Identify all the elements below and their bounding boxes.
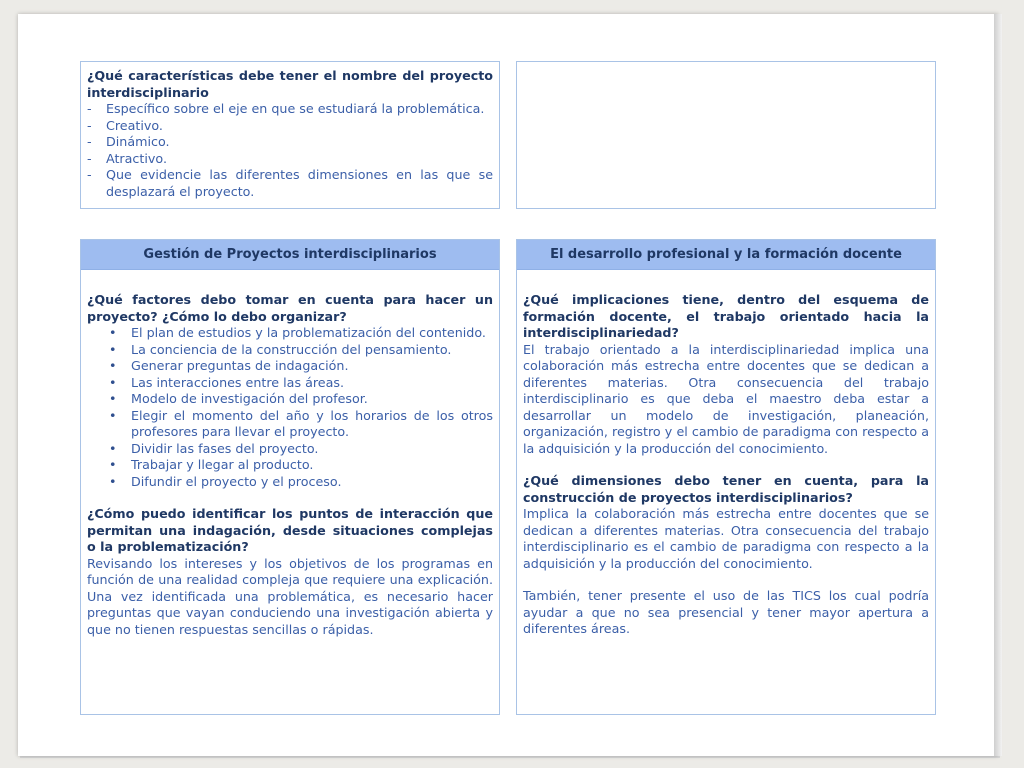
top-left-box (80, 61, 500, 209)
list-item: • Dividir las fases del proyecto. (131, 441, 493, 458)
characteristics-list (87, 101, 493, 200)
top-left-question: ¿Qué características debe tener el nombre del proyecto interdisciplinario (87, 68, 493, 100)
list-item: • Generar preguntas de indagación. (131, 358, 493, 375)
left-paragraph-2: Revisando los intereses y los objetivos de los programas en función de una realidad compleja que requiere una explicación. Una vez identificada una problemática, es necesario hacer preguntas que vayan conduciendo una investigación abierta y que no tienen respuestas sencillas o rápidas. (87, 555, 493, 637)
left-panel-header: Gestión de Proyectos interdisciplinarios (81, 240, 499, 270)
list-item: • Elegir el momento del año y los horarios de los otros profesores para llevar el proyecto. (131, 408, 493, 441)
list-item: - Creativo. (87, 118, 493, 135)
right-paragraph-2: Implica la colaboración más estrecha entre docentes que se dedican a diferentes materias. Otra consecuencia del trabajo interdisciplinario es el cambio de paradigma con respecto a la adquisición y la producción del conocimiento. (523, 506, 929, 571)
list-item: • Modelo de investigación del profesor. (131, 391, 493, 408)
list-item: - Dinámico. (87, 134, 493, 151)
right-question-2: ¿Qué dimensiones debo tener en cuenta, para la construcción de proyectos interdisciplinarios? (523, 473, 929, 505)
factors-list (87, 325, 493, 490)
list-item: • La conciencia de la construcción del pensamiento. (131, 342, 493, 359)
list-item: - Que evidencie las diferentes dimensiones en las que se desplazará el proyecto. (87, 167, 493, 200)
right-paragraph-1: El trabajo orientado a la interdisciplinariedad implica una colaboración más estrecha entre docentes que se dedican a diferentes materias. Otra consecuencia del trabajo interdisciplinario es que deba el maestro deba estar a desarrollar un modelo de investigación, planeación, organización, registro y el cambio de paradigma con respecto a la adquisición y la producción del conocimiento. (523, 341, 929, 456)
list-item: - Específico sobre el eje en que se estudiará la problemática. (87, 101, 493, 118)
list-item: - Atractivo. (87, 151, 493, 168)
left-panel (80, 239, 500, 715)
top-right-box (516, 61, 936, 209)
list-item: • Trabajar y llegar al producto. (131, 457, 493, 474)
left-question-2: ¿Cómo puedo identificar los puntos de interacción que permitan una indagación, desde situaciones complejas o la problematización? (87, 506, 493, 554)
right-question-1: ¿Qué implicaciones tiene, dentro del esquema de formación docente, el trabajo orientado hacia la interdisciplinariedad? (523, 292, 929, 340)
page-edge-shadow (994, 14, 1002, 756)
right-panel-header: El desarrollo profesional y la formación docente (517, 240, 935, 270)
right-paragraph-3: También, tener presente el uso de las TICS los cual podría ayudar a que no sea presencial y tener mayor apertura a diferentes áreas. (523, 588, 929, 636)
list-item: • El plan de estudios y la problematización del contenido. (131, 325, 493, 342)
list-item: • Las interacciones entre las áreas. (131, 375, 493, 392)
left-question-1: ¿Qué factores debo tomar en cuenta para hacer un proyecto? ¿Cómo lo debo organizar? (87, 292, 493, 324)
right-panel (516, 239, 936, 715)
list-item: • Difundir el proyecto y el proceso. (131, 474, 493, 491)
